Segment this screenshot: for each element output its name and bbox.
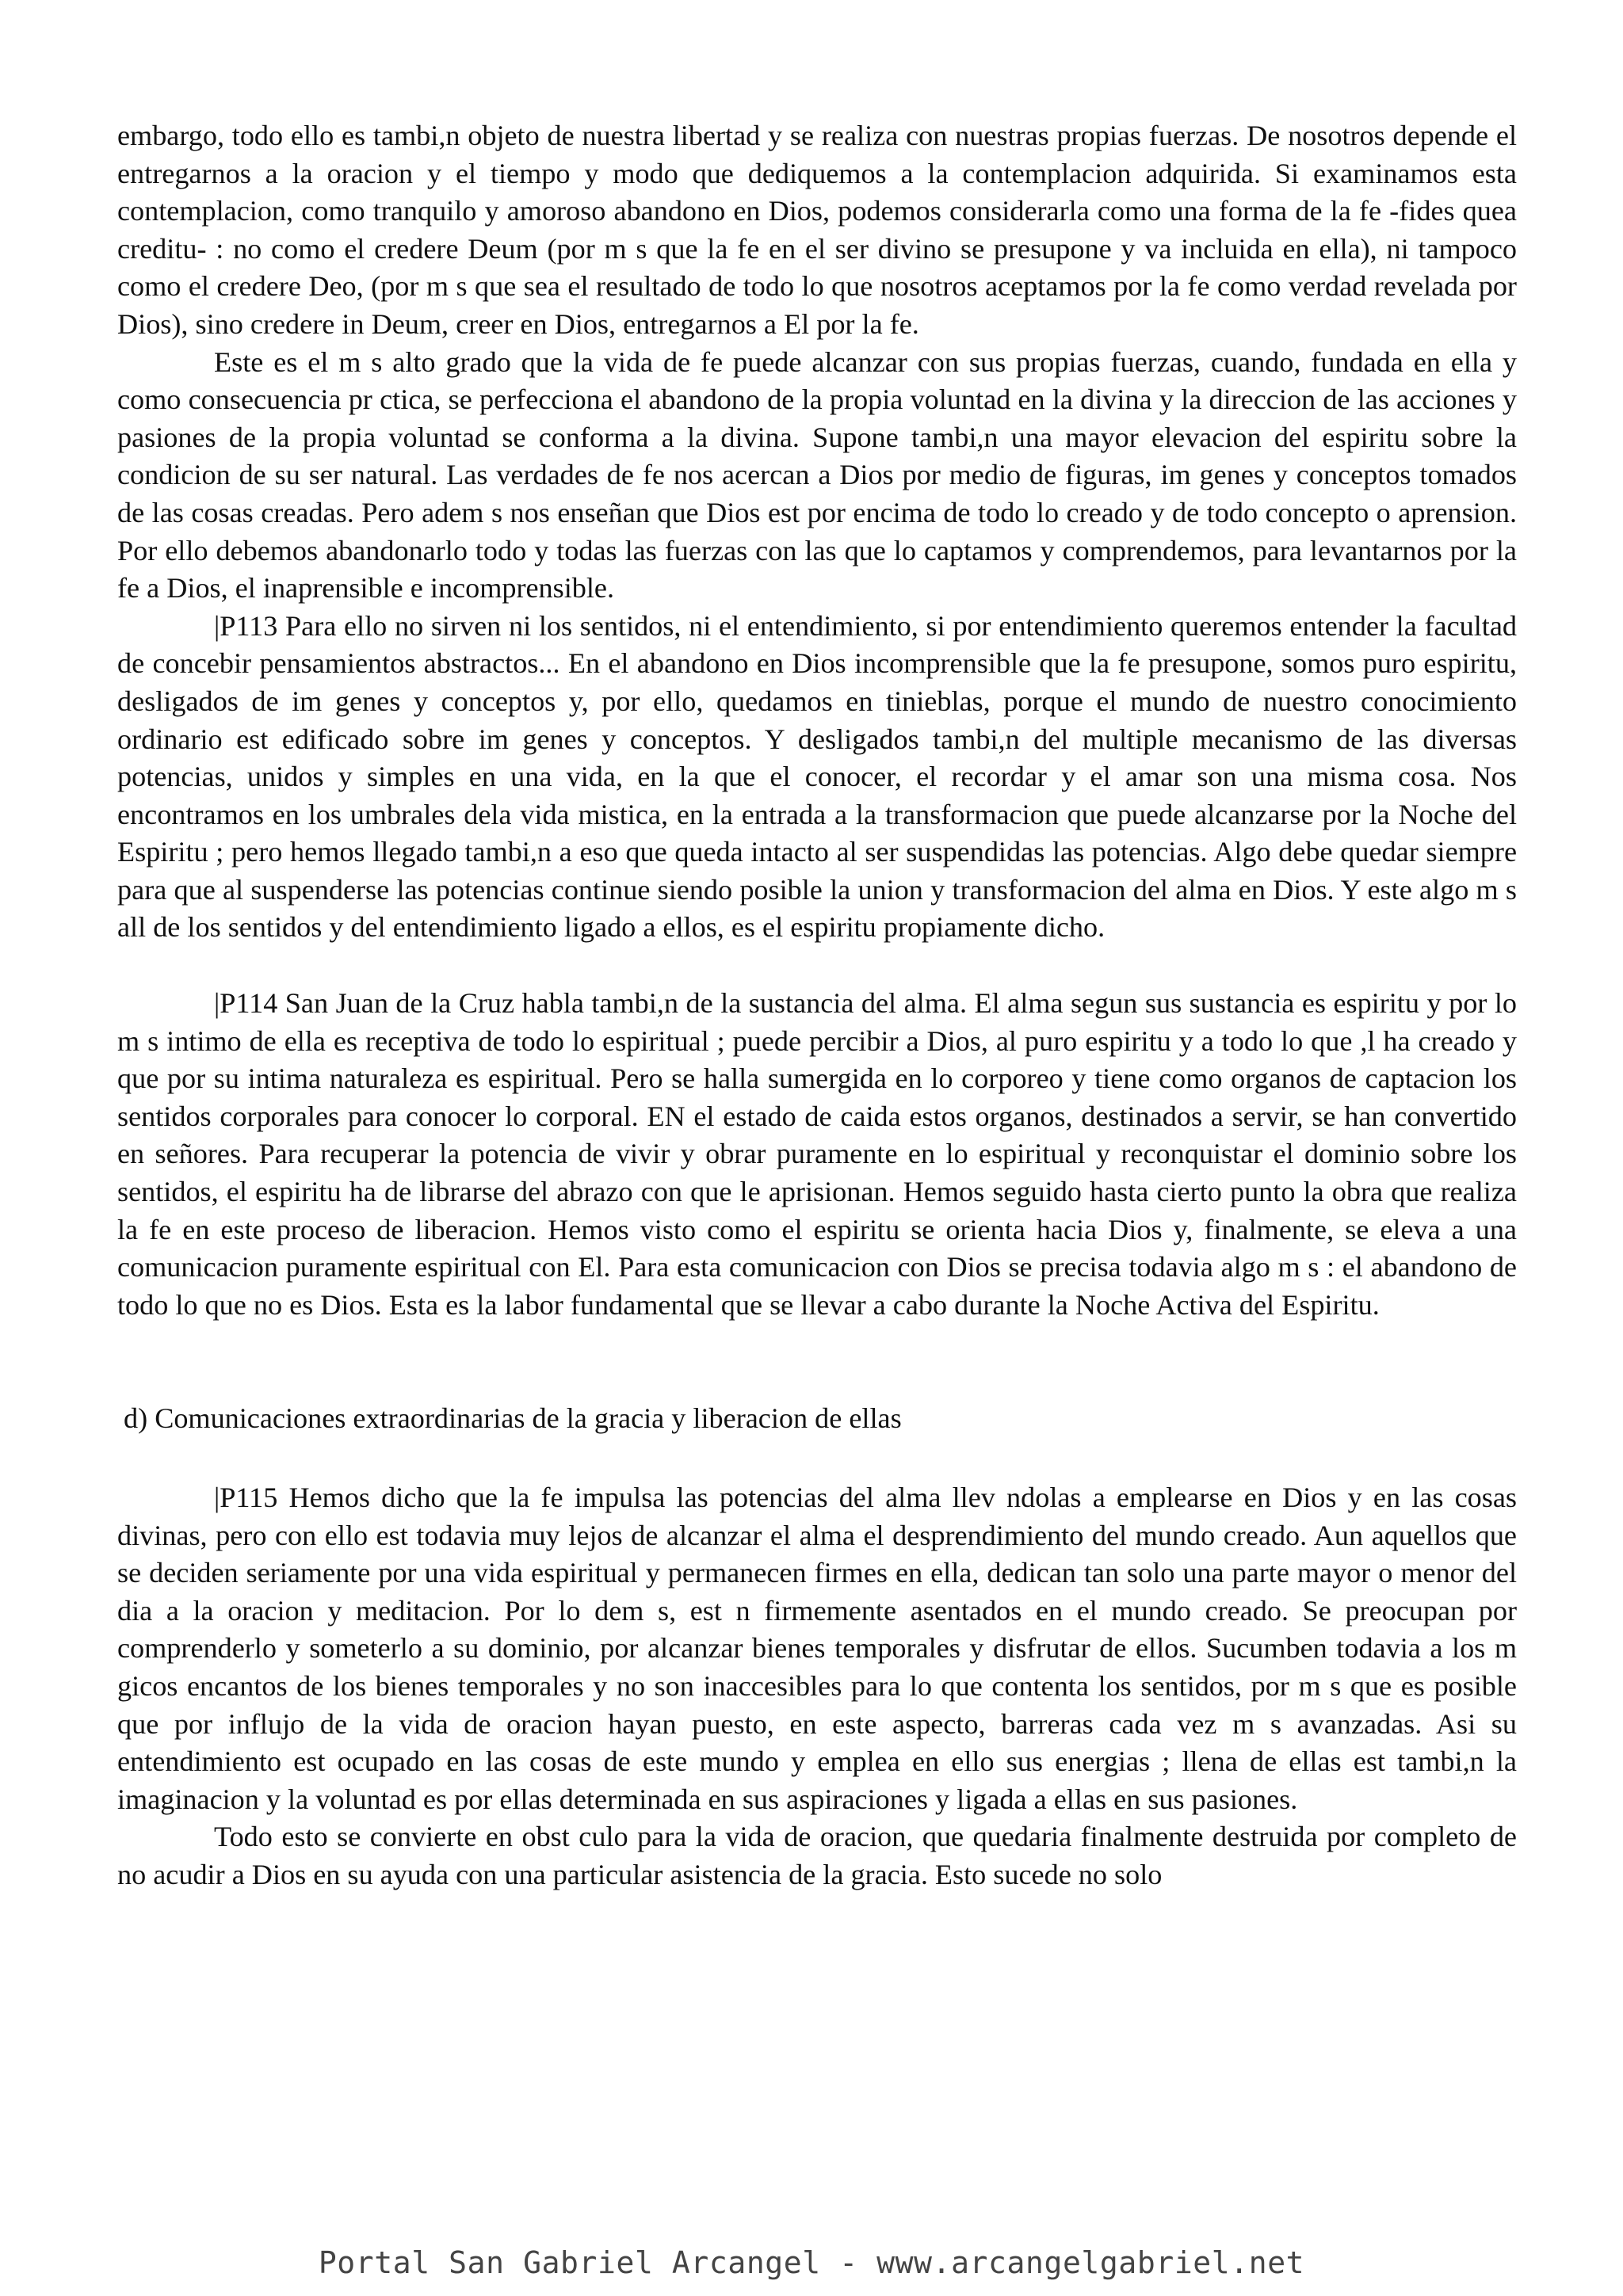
section-gap	[117, 1324, 1517, 1400]
paragraph: Todo esto se convierte en obst culo para la vida de oracion, que quedaria finalmente destruida por completo de no acudir a Dios en su ayuda con una particular asistencia de la gracia. Esto sucede no solo	[117, 1821, 1517, 1890]
paragraph-continuation: embargo, todo ello es tambi,n objeto de nuestra libertad y se realiza con nuestras propias fuerzas. De nosotros depende el entregarnos a la oracion y el tiempo y modo que dediquemos a la contemplacion adquirida. Si examinamos esta contemplacion, como tranquilo y amoroso abandono en Dios, podemos considerarla como una forma de la fe -fides quea creditu- : no como el credere Deum (por m s que la fe en el ser divino se presupone y va incluida en ella), ni tampoco como el credere Deo, (por m s que sea el resultado de todo lo que nosotros aceptamos por la fe como verdad revelada por Dios), sino credere in Deum, creer en Dios, entregarnos a El por la fe.	[117, 120, 1517, 340]
paragraph-p113: |P113 Para ello no sirven ni los sentidos, ni el entendimiento, si por entendimiento queremos entender la facultad de concebir pensamientos abstractos... En el abandono en Dios incomprensible que la fe presupone, somos puro espiritu, desligados de im genes y conceptos y, por ello, quedamos en tinieblas, porque el mundo de nuestro conocimiento ordinario est edificado sobre im genes y conceptos. Y desligados tambi,n del multiple mecanismo de las diversas potencias, unidos y simples en una vida, en la que el conocer, el recordar y el amar son una misma cosa. Nos encontramos en los umbrales dela vida mistica, en la entrada a la transformacion que puede alcanzarse por la Noche del Espiritu ; pero hemos llegado tambi,n a eso que queda intacto al ser suspendidas las potencias. Algo debe quedar siempre para que al suspenderse las potencias continue siendo posible la union y transformacion del alma en Dios. Y este algo m s all de los sentidos y del entendimiento ligado a ellos, es el espiritu propiamente dicho.	[117, 609, 1517, 944]
page-footer: Portal San Gabriel Arcangel - www.arcangelgabriel.net	[318, 2245, 1305, 2280]
paragraph-p115: |P115 Hemos dicho que la fe impulsa las potencias del alma llev ndolas a emplearse en Dios y en las cosas divinas, pero con ello est todavia muy lejos de alcanzar el alma el desprendimiento del mundo creado. Aun aquellos que se deciden seriamente por una vida espiritual y permanecen firmes en ella, dedican tan solo una parte mayor o menor del dia a la oracion y meditacion. Por lo dem s, est n firmemente asentados en el mundo creado. Se preocupan por comprenderlo y someterlo a su dominio, por alcanzar bienes temporales y disfrutar de ellos. Sucumben todavia a los m gicos encantos de los bienes temporales y no son inaccesibles para lo que contenta los sentidos, por m s que es posible que por influjo de la vida de oracion hayan puesto, en este aspecto, barreras cada vez m s avanzadas. Asi su entendimiento est ocupado en las cosas de este mundo y emplea en ello sus energias ; llena de ellas est tambi,n la imaginacion y la voluntad es por ellas determinada en sus aspiraciones y ligada a ellas en sus pasiones.	[117, 1482, 1517, 1815]
paragraph: Este es el m s alto grado que la vida de fe puede alcanzar con sus propias fuerzas, cuando, fundada en ella y como consecuencia pr ctica, se perfecciona el abandono de la propia voluntad en la divina y la direccion de las acciones y pasiones de la propia voluntad se conforma a la divina. Supone tambi,n una mayor elevacion del espiritu sobre la condicion de su ser natural. Las verdades de fe nos acercan a Dios por medio de figuras, im genes y conceptos tomados de las cosas creadas. Pero adem s nos enseñan que Dios est por encima de todo lo creado y de todo concepto o aprension. Por ello debemos abandonarlo todo y todas las fuerzas con las que lo captamos y comprendemos, para levantarnos por la fe a Dios, el inaprensible e incomprensible.	[117, 345, 1517, 605]
paragraph-p114: |P114 San Juan de la Cruz habla tambi,n de la sustancia del alma. El alma segun sus sustancia es espiritu y por lo m s intimo de ella es receptiva de todo lo espiritual ; puede percibir a Dios, al puro espiritu y a todo lo que ,l ha creado y que por su intima naturaleza es espiritual. Pero se halla sumergida en lo corporeo y tiene como organos de captacion los sentidos corporales para conocer lo corporal. EN el estado de caida estos organos, destinados a servir, se han convertido en señores. Para recuperar la potencia de vivir y obrar puramente en lo espiritual y reconquistar el dominio sobre los sentidos, el espiritu ha de librarse del abrazo con que le aprisionan. Hemos seguido hasta cierto punto la obra que realiza la fe en este proceso de liberacion. Hemos visto como el espiritu se orienta hacia Dios y, finalmente, se eleva a una comunicacion puramente espiritual con El. Para esta comunicacion con Dios se precisa todavia algo m s : el abandono de todo lo que no es Dios. Esta es la labor fundamental que se llevar a cabo durante la Noche Activa del Espiritu.	[117, 987, 1517, 1321]
paragraph-gap	[117, 947, 1517, 985]
document-body	[117, 117, 1517, 1894]
section-heading: d) Comunicaciones extraordinarias de la gracia y liberacion de ellas	[124, 1402, 902, 1435]
heading-gap	[117, 1438, 1517, 1479]
